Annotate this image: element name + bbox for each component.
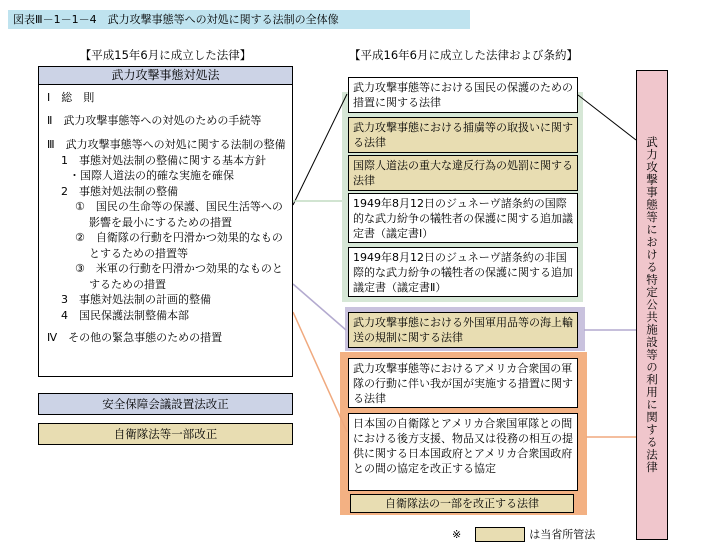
pow-treatment-law-box: 武力攻撃事態における捕虜等の取扱いに関する法律 (348, 117, 578, 153)
armed-attack-response-law-outline (39, 85, 292, 346)
legend-mark: ※ (452, 527, 462, 541)
outline-line: 3 事態対処法制の計画的整備 (61, 293, 211, 306)
geneva-protocol-2-box: 1949年8月12日のジュネーヴ諸条約の非国際的な武力紛争の犠牲者の保護に関する追加議定書（議定書Ⅱ） (348, 247, 578, 297)
outline-line: ③ 米軍の行動を円滑かつ効果的なものとするための措置 (75, 262, 283, 291)
security-council-law-box: 安全保障会議設置法改正 (38, 393, 293, 415)
connector-to-facilities-law-black (578, 95, 636, 140)
outline-line: 2 事態対処法制の整備 (61, 184, 178, 198)
outline-line: Ⅳ その他の緊急事態のための措置 (47, 331, 223, 344)
us-forces-measures-law-box: 武力攻撃事態等におけるアメリカ合衆国の軍隊の行動に伴い我が国が実施する措置に関する法律 (348, 358, 578, 408)
outline-line: Ⅱ 武力攻撃事態等への対処のための手続等 (47, 113, 262, 127)
acsa-amendment-box: 日本国の自衛隊とアメリカ合衆国軍隊との間における後方支援、物品又は役務の相互の提供に関する日本国政府とアメリカ合衆国政府との間の協定を改正する協定 (348, 413, 578, 491)
outline-line: ・国際人道法の的確な実施を確保 (69, 169, 234, 182)
legend-tan-swatch (475, 527, 525, 542)
maritime-transport-regulation-law-box: 武力攻撃事態における外国軍用品等の海上輸送の規制に関する法律 (348, 312, 578, 348)
armed-attack-response-law-title: 武力攻撃事態対処法 (39, 67, 292, 85)
specified-public-facilities-law-box (636, 70, 668, 540)
outline-line: Ⅰ 総 則 (47, 91, 95, 104)
sdf-law-amendment-box: 自衛隊法の一部を改正する法律 (350, 494, 574, 513)
outline-line: ① 国民の生命等の保護、国民生活等への影響を最小にするための措置 (75, 200, 283, 229)
outline-line: 4 国民保護法制整備本部 (61, 308, 189, 322)
connector-sdf-action (293, 284, 346, 330)
civil-protection-law-box: 武力攻撃事態等における国民の保護のための措置に関する法律 (348, 77, 578, 113)
right-section-header: 【平成16年6月に成立した法律および条約】 (349, 48, 578, 62)
outline-line: Ⅲ 武力攻撃事態等への対処に関する法制の整備 (47, 138, 286, 151)
outline-line: ② 自衛隊の行動を円滑かつ効果的なものとするための措置等 (75, 231, 283, 260)
specified-public-facilities-law-label: 武力攻撃事態等における特定公共施設等の利用に関する法律 (645, 136, 659, 474)
connector-civil-protection (293, 94, 347, 205)
legend (452, 526, 595, 542)
connector-us-forces (293, 312, 347, 432)
sdf-law-partial-amendment-box: 自衛隊法等一部改正 (38, 423, 293, 445)
ihl-violations-law-box: 国際人道法の重大な違反行為の処罰に関する法律 (348, 155, 578, 191)
geneva-protocol-1-box: 1949年8月12日のジュネーヴ諸条約の国際的な武力紛争の犠牲者の保護に関する追加議定書（議定書Ⅰ） (348, 193, 578, 243)
outline-line: 1 事態対処法制の整備に関する基本方針 (61, 153, 266, 167)
figure-title: 図表Ⅲ－1－1－4 武力攻撃事態等への対処に関する法制の全体像 (8, 10, 470, 29)
legend-text: は当省所管法 (529, 528, 596, 541)
left-section-header: 【平成15年6月に成立した法律】 (79, 48, 252, 62)
armed-attack-response-law-box (38, 66, 293, 377)
